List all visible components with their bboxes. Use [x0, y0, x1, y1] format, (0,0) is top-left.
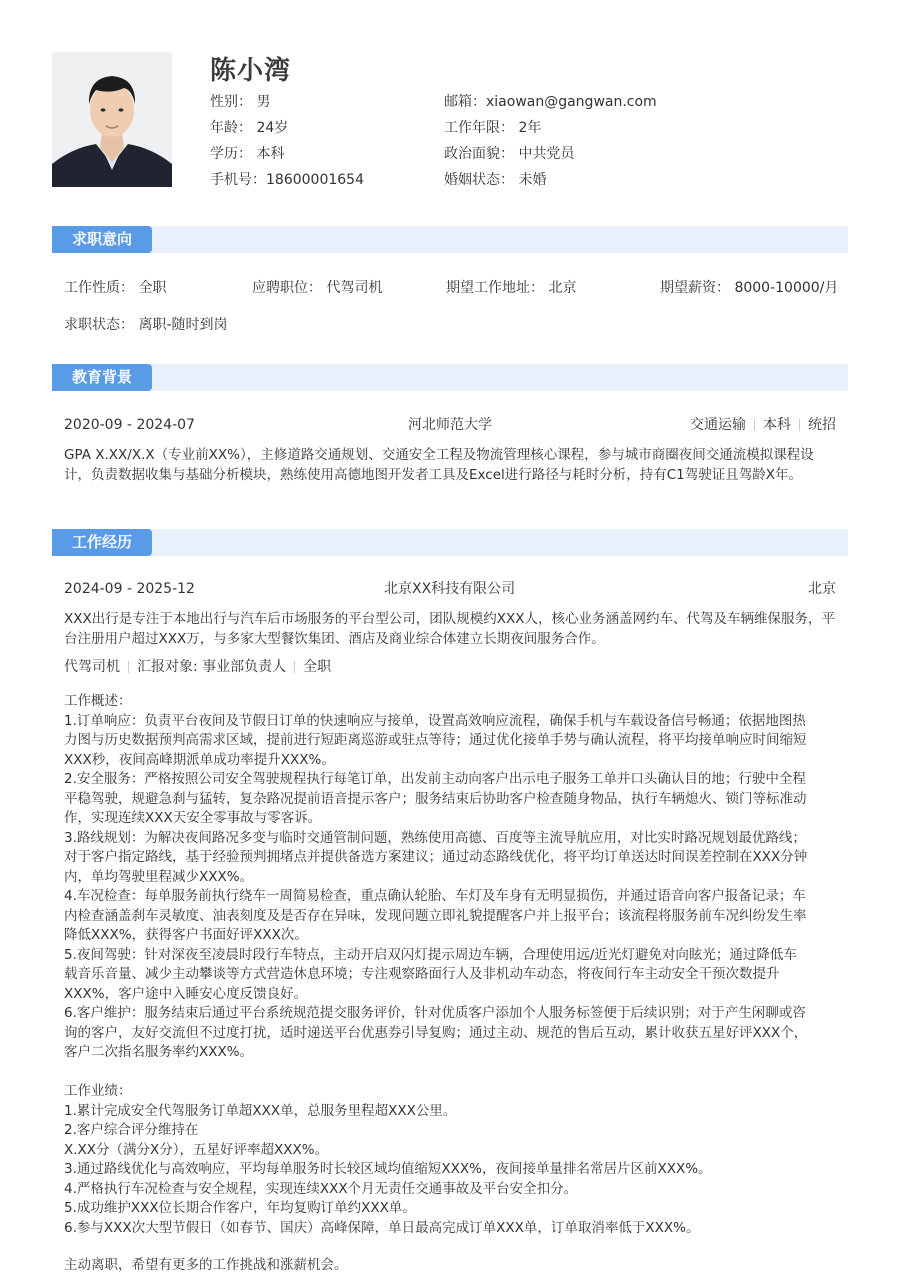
work-detail-line: 工作概述：: [64, 693, 132, 709]
work-detail-line: 平稳驾驶，规避急刹与猛转，复杂路况提前语音提示客户；服务结束后协助客户检查随身物品，执行车辆熄火、锁门等标准动: [64, 790, 807, 807]
work-detail-line: 4.严格执行车况检查与安全规程，实现连续XXX个月无责任交通事故及平台安全扣分。: [64, 1180, 578, 1197]
work-city: 北京: [808, 581, 836, 597]
report-to: 汇报对象: 事业部负责人: [137, 659, 287, 675]
education-level: 学历： 本科: [210, 146, 285, 162]
work-period: 2024-09 - 2025-12: [64, 581, 195, 597]
expected-location: 期望工作地址： 北京: [446, 280, 577, 296]
section-work: [52, 529, 848, 556]
company-description: XXX出行是专注于本地出行与汽车后市场服务的平台型公司，团队规模约XXX人，核心业务涵盖网约车、代驾及车辆维保服务，平台注册用户超过XXX万，与多家大型餐饮集团、酒店及商业综合体建立长期夜间服务合作。: [64, 611, 835, 647]
divider: [799, 419, 800, 431]
email: 邮箱：xiaowan@gangwan.com: [444, 94, 657, 110]
work-detail-line: 6.客户维护：服务结束后通过平台系统规范提交服务评价，针对优质客户添加个人服务标签便于后续识别；对于产生闲聊或咨: [64, 1005, 806, 1021]
section-title-intent: 求职意向: [52, 226, 152, 253]
applied-position: 应聘职位： 代驾司机: [252, 280, 383, 296]
work-detail-line: 降低XXX%，获得客户书面好评XXX次。: [64, 927, 308, 943]
work-detail-line: X.XX分（满分X分），五星好评率超XXX%。: [64, 1141, 329, 1158]
work-years: 工作年限： 2年: [444, 120, 542, 136]
work-detail-line: 5.夜间驾驶：针对深夜至凌晨时段行车特点，主动开启双闪灯提示周边车辆，合理使用远/近光灯避免对向眩光；通过降低车: [64, 946, 797, 963]
gender: 性别： 男: [210, 94, 271, 110]
phone: 手机号：18600001654: [210, 172, 364, 188]
avatar-photo: [52, 52, 172, 187]
education-description: GPA X.XX/X.X（专业前XX%），主修道路交通规划、交通安全工程及物流管理核心课程，参与城市商圈夜间交通流模拟课程设计，负责数据收集与基础分析模块，熟练使用高德地图开发者工具及Excel进行路径与耗时分析，持有C1驾驶证且驾龄X年。: [64, 447, 814, 483]
work-detail-line: 工作业绩：: [64, 1083, 132, 1099]
work-detail-line: 询的客户，友好交流但不过度打扰，适时递送平台优惠券引导复购；通过主动、规范的售后互动，累计收获五星好评XXX个，: [64, 1024, 808, 1041]
work-detail-line: 力图与历史数据预判高需求区域，提前进行短距离巡游或驻点等待；通过优化接单手势与确认流程，将平均接单响应时间缩短: [64, 732, 807, 748]
work-detail-line: 4.车况检查：每单服务前执行绕车一周简易检查，重点确认轮胎、车灯及车身有无明显损伤，并通过语音向客户报备记录；车: [64, 888, 806, 904]
education-period: 2020-09 - 2024-07: [64, 417, 195, 433]
work-detail-line: 5.成功维护XXX位长期合作客户，年均复购订单约XXX单。: [64, 1200, 416, 1216]
major: 交通运输: [690, 417, 746, 433]
company-name: 北京XX科技有限公司: [384, 581, 516, 597]
candidate-name: 陈小湾: [210, 56, 292, 86]
work-detail-line: 6.参与XXX次大型节假日（如春节、国庆）高峰保障，单日最高完成订单XXX单，订单取消率低于XXX%。: [64, 1219, 700, 1236]
education-tags: [690, 415, 836, 435]
work-detail-line: 客户二次指名服务率约XXX%。: [64, 1044, 254, 1060]
political-status: 政治面貌： 中共党员: [444, 146, 575, 162]
section-title-education: 教育背景: [52, 364, 152, 391]
divider: [128, 661, 129, 673]
school-name: 河北师范大学: [408, 417, 492, 433]
work-detail-line: 载音乐音量、减少主动攀谈等方式营造休息环境；专注观察路面行人及非机动车动态，将夜间行车主动安全干预次数提升: [64, 966, 780, 982]
expected-salary: 期望薪资： 8000-10000/月: [660, 280, 839, 296]
work-tags: [64, 657, 836, 677]
work-detail-line: XXX秒，夜间高峰期派单成功率提升XXX%。: [64, 751, 335, 768]
work-detail-line: 1.累计完成安全代驾服务订单超XXX单，总服务里程超XXX公里。: [64, 1102, 457, 1119]
avatar: [52, 52, 172, 187]
divider: [754, 419, 755, 431]
work-nature: 工作性质： 全职: [64, 280, 167, 296]
work-detail-line: 1.订单响应：负责平台夜间及节假日订单的快速响应与接单，设置高效响应流程，确保手机与车载设备信号畅通；依据地图热: [64, 712, 806, 729]
employment-type: 全职: [303, 659, 332, 675]
work-detail-line: 内检查涵盖刹车灵敏度、油表刻度及是否存在异味，发现问题立即礼貌提醒客户并上报平台；该流程将服务前车况纠纷发生率: [64, 907, 807, 924]
work-detail-line: 内，单均驾驶里程减少XXX%。: [64, 868, 254, 885]
divider: [294, 661, 295, 673]
work-detail-line: 对于客户指定路线，基于经验预判拥堵点并提供备选方案建议；通过动态路线优化，将平均订单送达时间误差控制在XXX分钟: [64, 849, 808, 865]
work-detail-line: 作，实现连续XXX天安全零事故与零客诉。: [64, 810, 322, 826]
work-detail-line: 3.通过路线优化与高效响应，平均每单服务时长较区域均值缩短XXX%，夜间接单量排名常居片区前XXX%。: [64, 1161, 712, 1177]
section-education: [52, 364, 848, 391]
work-detail-line: 2.客户综合评分维持在: [64, 1122, 199, 1138]
work-detail-line: 3.路线规划：为解决夜间路况多变与临时交通管制问题，熟练使用高德、百度等主流导航应用，对比实时路况规划最优路线；: [64, 829, 806, 846]
leave-reason: 主动离职，希望有更多的工作挑战和涨薪机会。: [64, 1257, 348, 1273]
work-detail-line: XXX%，客户途中入睡安心度反馈良好。: [64, 985, 308, 1002]
work-detail-line: 2.安全服务：严格按照公司安全驾驶规程执行每笔订单，出发前主动向客户出示电子服务工单并口头确认目的地；行驶中全程: [64, 771, 806, 787]
section-intent: [52, 226, 848, 253]
degree: 本科: [763, 417, 791, 433]
job-status: 求职状态： 离职-随时到岗: [64, 317, 228, 333]
section-title-work: 工作经历: [52, 529, 152, 556]
age: 年龄： 24岁: [210, 120, 289, 136]
marital-status: 婚姻状态： 未婚: [444, 172, 547, 188]
job-role: 代驾司机: [64, 659, 120, 675]
enrollment-type: 统招: [808, 417, 836, 433]
